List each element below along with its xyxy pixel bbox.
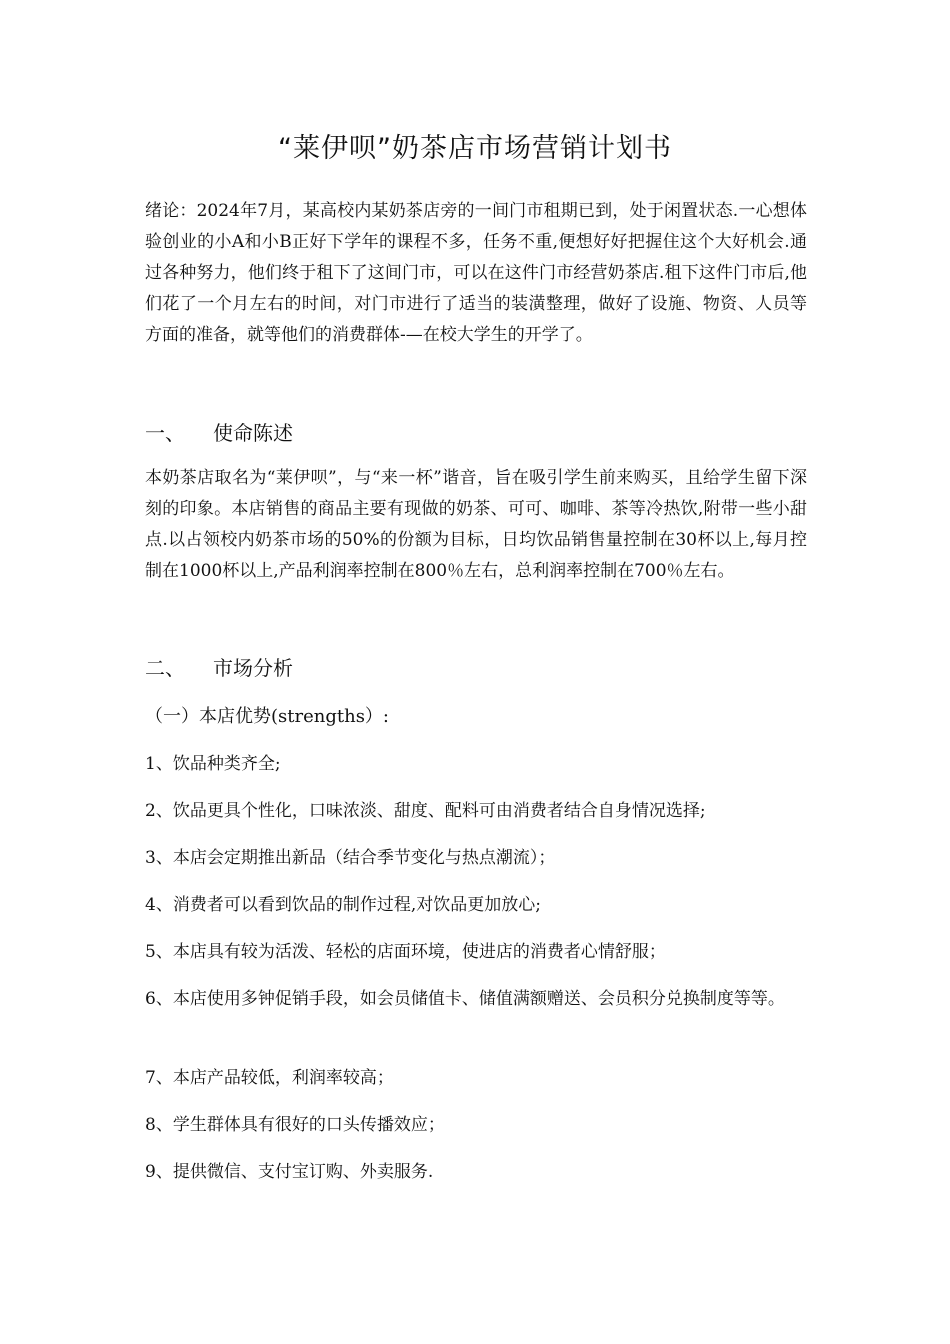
document-title: “莱伊呗”奶茶店市场营销计划书 <box>278 133 672 164</box>
list-item: 5、本店具有较为活泼、轻松的店面环境，使进店的消费者心情舒服； <box>145 942 666 962</box>
section-title: 使命陈述 <box>213 421 293 445</box>
list-item: 8、学生群体具有很好的口头传播效应； <box>145 1115 445 1135</box>
list-item: 7、本店产品较低，利润率较高； <box>145 1068 394 1088</box>
list-item: 2、饮品更具个性化，口味浓淡、甜度、配料可由消费者结合自身情况选择; <box>145 801 706 821</box>
section-number: 一、 <box>145 421 185 445</box>
list-item: 1、饮品种类齐全; <box>145 754 281 774</box>
list-item: 3、本店会定期推出新品（结合季节变化与热点潮流）； <box>145 848 556 868</box>
list-item: 4、消费者可以看到饮品的制作过程,对饮品更加放心; <box>145 895 541 915</box>
list-item: 9、提供微信、支付宝订购、外卖服务. <box>145 1162 434 1182</box>
subsection-heading-strengths: （一）本店优势(strengths）: <box>145 706 389 727</box>
section-heading-mission <box>145 416 807 450</box>
section-title: 市场分析 <box>213 656 293 680</box>
list-item: 6、本店使用多钟促销手段，如会员储值卡、储值满额赠送、会员积分兑换制度等等。 <box>145 989 785 1009</box>
intro-paragraph: 绪论：2024年7月，某高校内某奶茶店旁的一间门市租期已到，处于闲置状态.一心想体验创业的小A和小B正好下学年的课程不多，任务不重,便想好好把握住这个大好机会.通过各种努力，他们终于租下了这间门市，可以在这件门市经营奶茶店.租下这件门市后,他们花了一个月左右的时间，对门市进行了适当的装潢整理，做好了设施、物资、人员等方面的准备，就等他们的消费群体-—在校大学生的开学了。 <box>145 201 807 345</box>
section-number: 二、 <box>145 656 185 680</box>
section-heading-market-analysis <box>145 651 807 685</box>
mission-paragraph: 本奶茶店取名为“莱伊呗”，与“来一杯”谐音，旨在吸引学生前来购买，且给学生留下深刻的印象。本店销售的商品主要有现做的奶茶、可可、咖啡、茶等冷热饮,附带一些小甜点.以占领校内奶茶市场的50%的份额为目标，日均饮品销售量控制在30杯以上,每月控制在1000杯以上,产品利润率控制在800％左右，总利润率控制在700％左右。 <box>145 468 807 581</box>
